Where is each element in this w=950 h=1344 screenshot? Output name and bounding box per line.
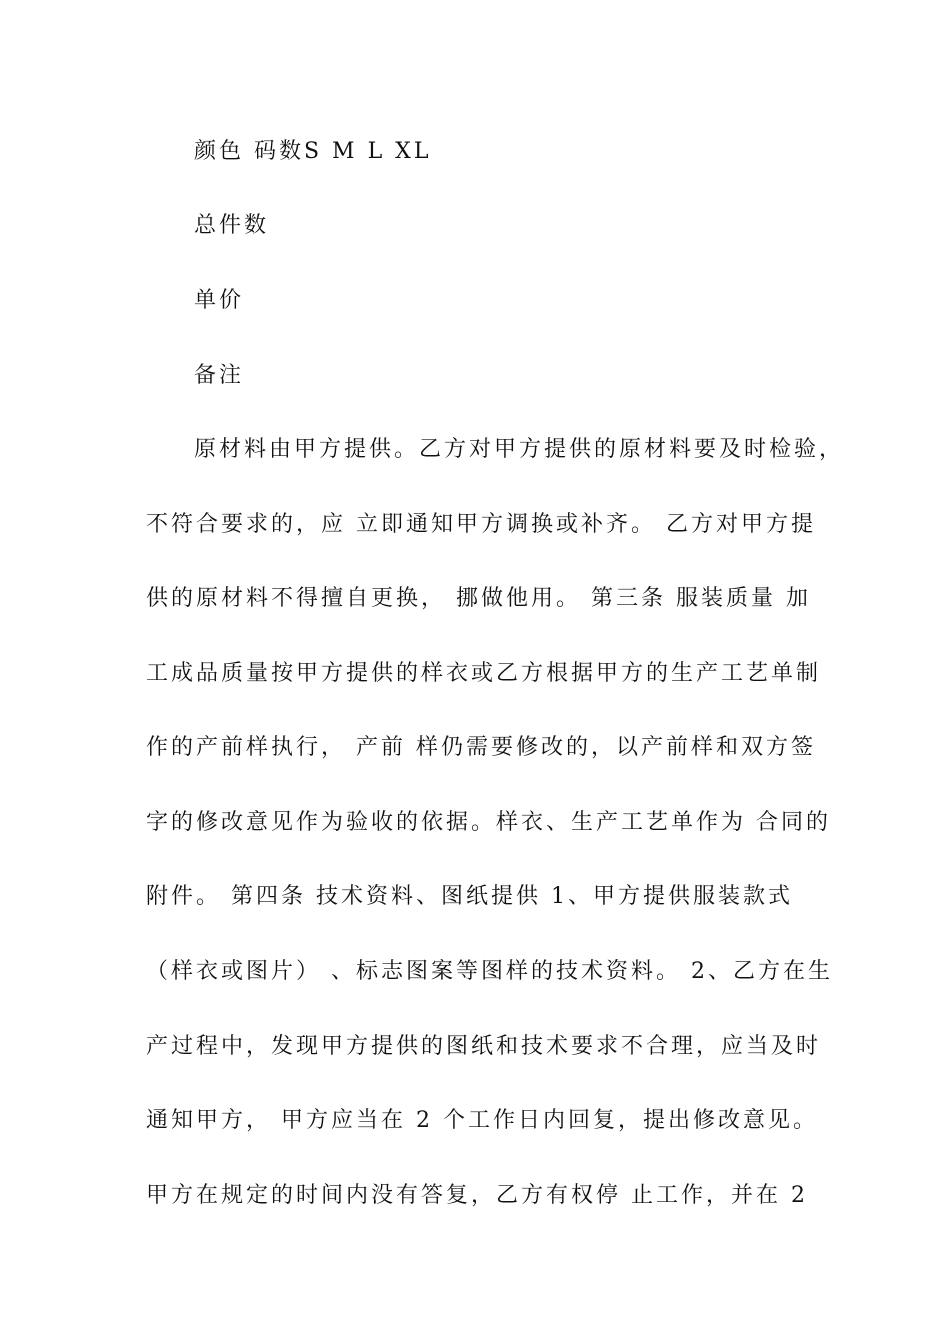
table-field-unit-price: 单价 [194,288,245,313]
paragraph-line: 作的产前样执行， 产前 样仍需要修改的，以产前样和双方签 [146,735,816,760]
table-field-color-size: 颜色 码数S M L XL [194,139,432,164]
paragraph-line: 产过程中，发现甲方提供的图纸和技术要求不合理，应当及时 [146,1034,822,1059]
paragraph-line: 工成品质量按甲方提供的样衣或乙方根据甲方的生产工艺单制 [146,661,822,686]
paragraph-line: （样衣或图片） 、标志图案等图样的技术资料。 2、乙方在生 [146,959,833,984]
paragraph-line: 原材料由甲方提供。乙方对甲方提供的原材料要及时检验， [194,437,845,462]
paragraph-line: 供的原材料不得擅自更换， 挪做他用。 第三条 服装质量 加 [146,586,811,611]
paragraph-line: 通知甲方， 甲方应当在 2 个工作日内回复，提出修改意见。 [146,1108,818,1133]
paragraph-line: 字的修改意见作为验收的依据。样衣、生产工艺单作为 合同的 [146,810,831,835]
paragraph-line: 不符合要求的，应 立即通知甲方调换或补齐。 乙方对甲方提 [146,512,816,537]
paragraph-line: 甲方在规定的时间内没有答复，乙方有权停 止工作，并在 2 [146,1183,808,1208]
table-field-total-pieces: 总件数 [194,213,270,238]
paragraph-line: 附件。 第四条 技术资料、图纸提供 1、甲方提供服装款式 [146,884,793,909]
table-field-remarks: 备注 [194,363,245,388]
